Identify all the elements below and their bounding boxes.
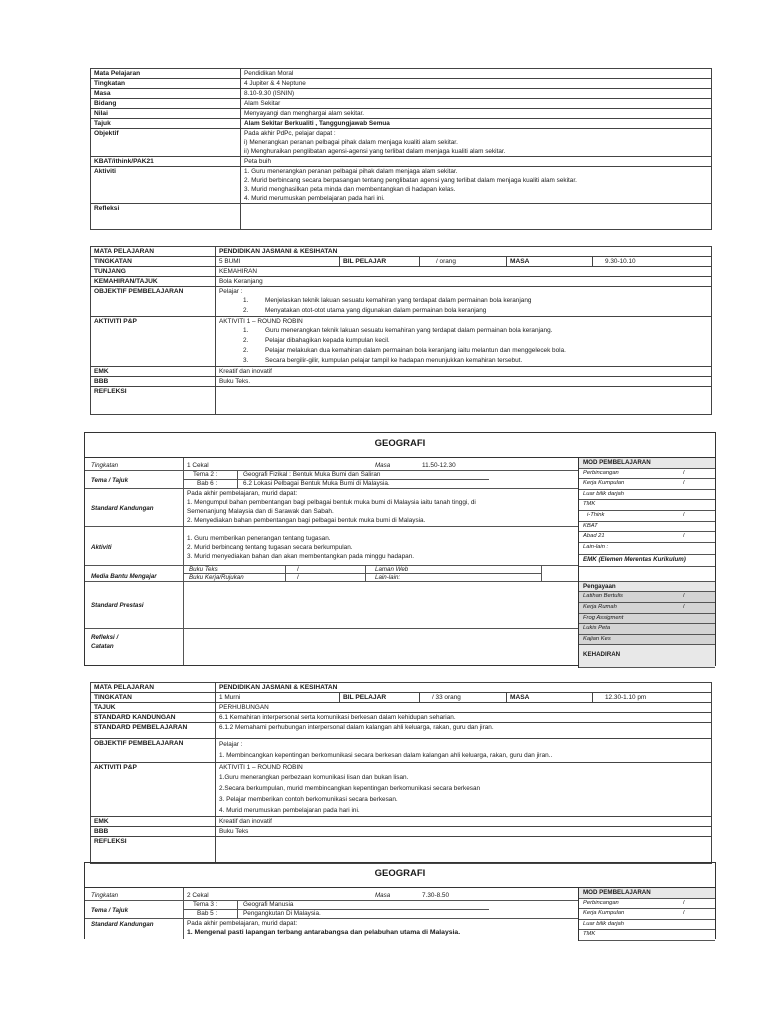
text-line: 1.Guru menerangkan perbezaan komunikasi lisan dan bukan lisan. [219, 774, 409, 781]
moral-label: Bidang [91, 99, 241, 109]
geo2-mod-item [579, 920, 715, 931]
pjk1-aktiviti-label: AKTIVITI P&P [91, 317, 216, 367]
geo2-bab-value: Pengangkutan Di Malaysia. [243, 910, 321, 917]
pjk2-masa-label: MASA [507, 693, 593, 703]
pjk1-masa-label: MASA [507, 257, 593, 267]
geo1-masa-label: Masa [375, 462, 391, 469]
geo1-bab-key: Bab 6 : [197, 480, 218, 487]
geo1-peng-item [579, 614, 715, 625]
geo1-media-label: Media Bantu Mengajar [91, 573, 157, 580]
moral-label: Mata Pelajaran [91, 69, 241, 79]
pjk1-objektif-label: OBJEKTIF PEMBELAJARAN [91, 287, 216, 317]
peng-label: Latihan Bertulis [583, 593, 623, 600]
pjk2-aktiviti [216, 763, 712, 817]
geo1-mod-item [579, 532, 715, 543]
pjk2-sp-label: STANDARD PEMBELAJARAN [91, 723, 216, 739]
text-line: Pelajar melakukan dua kemahiran dalam permainan bola keranjang iaitu melantun dan menggelecek bola. [265, 347, 566, 354]
text-line: 2. Murid berbincang secara berpasangan tentang penglibatan agensi yang terlibat dalam menjaga kualiti alam sekitar. [244, 177, 577, 184]
item-number: 1. [243, 297, 249, 304]
text-line: Pada akhir pembelajaran, murid dapat: [187, 920, 298, 927]
moral-objektif-label: Objektif [91, 129, 241, 157]
geo2-masa-value: 7.30-8.50 [422, 892, 450, 899]
geo1-box [84, 432, 716, 666]
mod-label: Abad 21 [583, 533, 605, 540]
geo2-sk [187, 919, 460, 937]
geo1-side-panel [578, 458, 715, 668]
geo1-tingkatan-value: 1 Cekal [187, 462, 209, 469]
mod-label: Kerja Kumpulan [583, 910, 625, 917]
pjk2-ting-label: TINGKATAN [91, 693, 216, 703]
text-line: Menjelaskan teknik lakuan sesuatu kemahiran yang terdapat dalam permainan bola keranjang [265, 297, 532, 304]
peng-label: Kerja Rumah [583, 603, 617, 610]
pjk1-bil-label: BIL PELAJAR [340, 257, 420, 267]
text-line: 4. Murid merumuskan pembelajaran pada hari ini. [219, 807, 360, 814]
text-line: Pada akhir PdPc, pelajar dapat : [244, 130, 336, 137]
pjk2-bil-value: / 33 orang [420, 693, 507, 703]
pjk2-tajuk-value: PERHUBUNGAN [216, 703, 712, 713]
geo1-emk-space [579, 567, 715, 582]
mod-label: Lain-lain : [583, 543, 609, 550]
geo1-peng-item [579, 635, 715, 646]
pjk1-mata-label: MATA PELAJARAN [91, 247, 216, 257]
pjk1-bil-value: / orang [420, 257, 507, 267]
item-number: 2. [243, 337, 249, 344]
moral-label: Tajuk [91, 119, 241, 129]
mod-label: Kerja Kumpulan [583, 480, 625, 487]
peng-label: Lukis Peta [583, 625, 611, 632]
geo1-sk [187, 489, 476, 525]
pjk1-emk-label: EMK [91, 367, 216, 377]
geo1-pengayaan-header: Pengayaan [579, 582, 715, 593]
pjk2-emk-value: Kreatif dan inovatif [216, 817, 712, 827]
item-number: 3. [243, 357, 249, 364]
text-line: ii) Menghuraikan penglibatan agensi-agensi yang terlibat dalam menjaga kualiti alam sekitar. [244, 148, 506, 155]
moral-value: 4 Jupiter & 4 Neptune [241, 79, 712, 89]
text-line: 4. Murid merumuskan pembelajaran pada hari ini. [244, 195, 385, 202]
pjk2-objektif [216, 739, 712, 763]
geo2-tingkatan-label: Tingkatan [91, 892, 119, 899]
text-line: 1. Mengenal pasti lapangan terbang antarabangsa dan pelabuhan utama di Malaysia. [187, 929, 461, 936]
pjk2-table [90, 682, 712, 864]
geo1-masa-value: 11.50-12.30 [422, 462, 456, 469]
mod-check: / [683, 910, 685, 917]
geo2-bab-key: Bab 5 : [197, 910, 218, 917]
geo1-sp-label: Standard Prestasi [91, 602, 144, 609]
peng-label: Kajian Kes [583, 635, 611, 642]
pjk2-sk-label: STANDARD KANDUNGAN [91, 713, 216, 723]
geo1-peng-item [579, 592, 715, 603]
moral-value: Pendidikan Moral [241, 69, 712, 79]
mod-check: / [683, 511, 685, 518]
geo1-title: GEOGRAFI [85, 433, 715, 458]
pjk1-bbb-value: Buku Teks. [216, 377, 712, 387]
geo1-media-item: Lain-lain: [375, 574, 401, 581]
mod-label: TMK [583, 931, 596, 938]
text-line: Menyatakan otot-otot utama yang digunakan dalam permainan bola keranjang [265, 307, 487, 314]
item-number: 2. [243, 307, 249, 314]
mod-check: / [683, 480, 685, 487]
geo1-kehadiran-header: KEHADIRAN [579, 645, 715, 668]
mod-check: / [683, 899, 685, 906]
pjk1-mata-value: PENDIDIKAN JASMANI & KESIHATAN [216, 247, 712, 257]
mod-label: Luar bilik darjah [583, 490, 624, 497]
item-number: 2. [243, 347, 249, 354]
text-line: Pelajar dibahagikan kepada kumpulan kecil. [265, 337, 390, 344]
peng-label: Frog Assigment [583, 614, 624, 621]
text-line: 2.Secara berkumpulan, murid membincangkan kepentingan berkomunikasi secara berkesan [219, 785, 481, 792]
pjk1-objektif [216, 287, 712, 317]
pjk2-aktiviti-label: AKTIVITI P&P [91, 763, 216, 817]
text-line: AKTIVITI 1 – ROUND ROBIN [219, 318, 303, 325]
geo2-mod-item [579, 930, 715, 941]
geo2-box [84, 862, 716, 939]
pjk1-tunjang-label: TUNJANG [91, 267, 216, 277]
geo1-aktiviti [187, 534, 414, 561]
pjk2-tajuk-label: TAJUK [91, 703, 216, 713]
geo1-media-item: Buku Kerja/Rujukan [189, 574, 244, 581]
moral-value: Alam Sekitar Berkualiti , Tanggungjawab Semua [241, 119, 712, 129]
pjk2-bbb-value: Buku Teks [216, 827, 712, 837]
pjk1-emk-value: Kreatif dan inovatif [216, 367, 712, 377]
geo2-tema-label: Tema / Tajuk [91, 907, 129, 914]
pjk2-mata-value: PENDIDIKAN JASMANI & KESIHATAN [216, 683, 712, 693]
moral-kbat-label: KBAT/ithink/PAK21 [91, 157, 241, 167]
text-line: Pelajar : [219, 741, 243, 748]
moral-refleksi-label: Refleksi [91, 204, 241, 230]
pjk1-bbb-label: BBB [91, 377, 216, 387]
geo1-tema-value: Geografi Fizikal : Bentuk Muka Bumi dan Saliran [243, 471, 381, 478]
geo1-catatan-label: Catatan [91, 643, 114, 650]
pjk1-refleksi-label: REFLEKSI [91, 387, 216, 415]
geo1-refleksi-label: Refleksi / [91, 634, 119, 641]
text-line: 1. Guru menerangkan peranan pelbagai pihak dalam menjaga alam sekitar. [244, 168, 458, 175]
moral-objektif [241, 129, 712, 157]
geo1-tema-label: Tema / Tajuk [91, 477, 129, 484]
geo2-tema-key: Tema 3 : [193, 901, 218, 908]
peng-check: / [683, 603, 685, 610]
geo1-mod-header: MOD PEMBELAJARAN [579, 458, 715, 469]
geo1-tema-key: Tema 2 : [193, 471, 218, 478]
geo1-media-slash: / [297, 566, 299, 573]
geo1-media-item: Laman Web [375, 566, 409, 573]
mod-label: Perbincangan [583, 469, 619, 476]
geo1-emk-header: EMK (Elemen Merentas Kurikulum) [579, 555, 715, 567]
geo2-title: GEOGRAFI [85, 863, 715, 888]
geo1-mod-item [579, 469, 715, 480]
pjk2-sp-value: 6.1.2 Memahami perhubungan interpersonal dalam kalangan ahli keluarga, rakan, guru dan jiran. [216, 723, 712, 739]
moral-label: Nilai [91, 109, 241, 119]
geo1-mod-item [579, 490, 715, 501]
text-line: Semenanjung Malaysia dan di Sarawak dan Sabah. [187, 508, 334, 515]
moral-value: Alam Sekitar [241, 99, 712, 109]
moral-aktiviti-label: Aktiviti [91, 167, 241, 204]
geo1-mod-item [579, 543, 715, 555]
moral-value: 8.10-9.30 (ISNIN) [241, 89, 712, 99]
geo1-bab-value: 6.2 Lokasi Pelbagai Bentuk Muka Bumi di Malaysia. [243, 480, 390, 487]
pjk1-kemahiran-value: Bola Keranjang [216, 277, 712, 287]
pjk2-mata-label: MATA PELAJARAN [91, 683, 216, 693]
pjk2-refleksi-label: REFLEKSI [91, 837, 216, 864]
geo1-body [85, 458, 715, 665]
geo2-masa-label: Masa [375, 892, 391, 899]
pjk2-bil-label: BIL PELAJAR [340, 693, 420, 703]
text-line: 3. Pelajar memberikan contoh berkomunikasi secara berkesan. [219, 796, 398, 803]
text-line: AKTIVITI 1 – ROUND ROBIN [219, 764, 303, 771]
geo2-tingkatan-value: 2 Cekal [187, 892, 209, 899]
text-line: Pelajar : [219, 288, 243, 295]
text-line: i) Menerangkan peranan pelbagai pihak dalam menjaga kualiti alam sekitar. [244, 139, 458, 146]
moral-label: Masa [91, 89, 241, 99]
geo1-media-slash: / [297, 574, 299, 581]
pjk2-emk-label: EMK [91, 817, 216, 827]
pjk2-sk-value: 6.1 Kemahiran interpersonal serta komunikasi berkesan dalam kehidupan seharian. [216, 713, 712, 723]
geo1-sk-label: Standard Kandungan [91, 505, 154, 512]
moral-table [90, 68, 712, 230]
geo2-body [85, 888, 715, 939]
geo1-mod-item [579, 522, 715, 533]
geo1-media-item: Buku Teks [189, 566, 218, 573]
moral-aktiviti [241, 167, 712, 204]
text-line: 2. Menyediakan bahan pembentangan bagi pelbagai bentuk muka bumi di Malaysia. [187, 517, 426, 524]
moral-kbat-value: Peta buih [241, 157, 712, 167]
moral-value: Menyayangi dan menghargai alam sekitar. [241, 109, 712, 119]
pjk1-kemahiran-label: KEMAHIRAN/TAJUK [91, 277, 216, 287]
geo1-tingkatan-label: Tingkatan [91, 462, 119, 469]
geo2-mod-item [579, 899, 715, 910]
moral-refleksi-value[interactable] [241, 204, 712, 230]
pjk2-masa-value: 12.30-1.10 pm [593, 693, 712, 703]
text-line: 2. Murid berbincang tentang tugasan secara berkumpulan. [187, 544, 353, 551]
text-line: 3. Murid menghasilkan peta minda dan membentangkan di hadapan kelas. [244, 186, 456, 193]
mod-label: Luar bilik darjah [583, 920, 624, 927]
geo1-aktiviti-label: Aktiviti [91, 544, 112, 551]
mod-check: / [683, 469, 685, 476]
pjk1-masa-value: 9.30-10.10 [593, 257, 712, 267]
pjk1-aktiviti [216, 317, 712, 367]
pjk1-table [90, 246, 712, 415]
item-number: 1. [243, 327, 249, 334]
geo2-mod-header: MOD PEMBELAJARAN [579, 888, 715, 899]
pjk1-ting-label: TINGKATAN [91, 257, 216, 267]
mod-label: TMK [583, 501, 596, 508]
text-line: Secara bergilir-gilir, kumpulan pelajar tampil ke hadapan menunjukkan kemahiran tersebut. [265, 357, 523, 364]
pjk1-ting-value: 5 BUMI [216, 257, 340, 267]
text-line: 1. Mengumpul bahan pembentangan bagi pelbagai bentuk muka bumi di Malaysia iaitu tanah tinggi, di [187, 499, 476, 506]
mod-check: / [683, 533, 685, 540]
pjk2-refleksi-value[interactable] [216, 837, 712, 864]
text-line: 1. Guru memberikan penerangan tentang tugasan. [187, 535, 331, 542]
mod-label: KBAT [583, 522, 598, 529]
mod-label: i-Think [587, 511, 605, 518]
pjk2-ting-value: 1 Murni [216, 693, 340, 703]
pjk2-bbb-label: BBB [91, 827, 216, 837]
geo2-sk-label: Standard Kandungan [91, 921, 154, 928]
geo1-peng-item [579, 624, 715, 635]
text-line: Guru menerangkan teknik lakuan sesuatu kemahiran yang terdapat dalam permainan bola keranjang. [265, 327, 553, 334]
pjk1-tunjang-value: KEMAHIRAN [216, 267, 712, 277]
text-line: Pada akhir pembelajaran, murid dapat: [187, 490, 298, 497]
geo2-tema-value: Geografi Manusia [243, 901, 294, 908]
geo1-mod-item [579, 500, 715, 511]
peng-check: / [683, 593, 685, 600]
moral-label: Tingkatan [91, 79, 241, 89]
pjk2-objektif-label: OBJEKTIF PEMBELAJARAN [91, 739, 216, 763]
geo1-mod-item [579, 511, 715, 522]
pjk1-refleksi-value[interactable] [216, 387, 712, 415]
mod-label: Perbincangan [583, 899, 619, 906]
geo1-mod-item [579, 479, 715, 490]
geo1-peng-item [579, 603, 715, 614]
geo2-side-panel [578, 888, 715, 941]
text-line: 1. Membincangkan kepentingan berkomunikasi secara berkesan dalam kalangan ahli keluarga, rakan, guru dan jiran.. [219, 752, 553, 759]
geo2-mod-item [579, 909, 715, 920]
text-line: 3. Murid menyediakan bahan dan akan membentangkan pada minggu hadapan. [187, 553, 415, 560]
